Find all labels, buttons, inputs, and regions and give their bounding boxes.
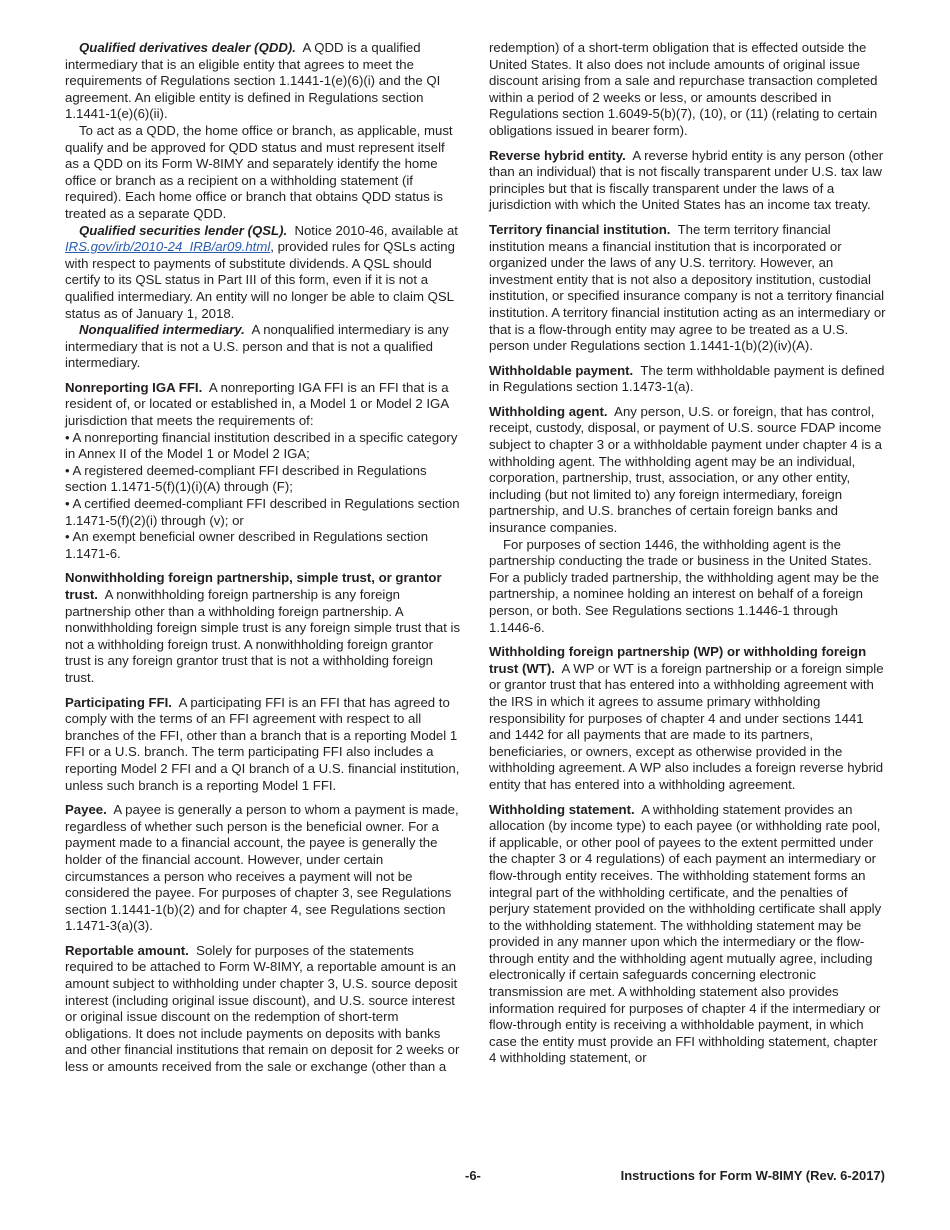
withholdable-paragraph	[489, 363, 886, 396]
territory-heading: Territory financial institution.	[489, 221, 671, 237]
payee-paragraph	[65, 802, 462, 935]
qsl-body-start: Notice 2010-46, available at	[294, 222, 458, 238]
reverse-hybrid-heading: Reverse hybrid entity.	[489, 147, 626, 163]
list-item: • A nonreporting financial institution described in a specific category in Annex II of the Model 1 or Model 2 IGA;	[65, 429, 458, 462]
nonwithholding-body: A nonwithholding foreign partnership is any foreign partnership other than a withholding foreign partnership. A nonwithholding foreign simple trust is any foreign simple trust that is not a withholding foreign trust. A nonwithholding foreign grantor trust is any foreign grantor trust that is not a withholding foreign trust.	[65, 587, 461, 685]
reportable-amount-body: Solely for purposes of the statements required to be attached to Form W-8IMY, a reportable amount is an amount subject to withholding under chapter 3, U.S. source deposit interest (including original issue discount), and U.S. source interest or original issue discount on the redemption of short-term obligations. It does not include payments on deposits with banks and other financial institutions that remain on deposit for 2 weeks or less or amounts received from the sale or exchange (other than a	[65, 942, 460, 1075]
wp-wt-heading: Withholding foreign partnership (WP) or withholding foreign trust (WT).	[489, 644, 867, 676]
withholding-agent-heading: Withholding agent.	[489, 403, 608, 419]
participating-ffi-body: A participating FFI is an FFI that has agreed to comply with the terms of an FFI agreement with respect to all branches of the FFI, other than a branch that is a reporting Model 1 FFI or a U.S. branch. The term participating FFI also includes a reporting Model 2 FFI and a QI branch of a U.S. financial institution, unless such branch is a reporting Model 1 FFI.	[65, 694, 460, 793]
nonwithholding-paragraph	[65, 570, 462, 686]
qsl-paragraph	[65, 223, 462, 323]
qdd-heading: Qualified derivatives dealer (QDD).	[79, 40, 296, 55]
withholding-agent-paragraph	[489, 404, 886, 537]
list-item: • An exempt beneficial owner described in Regulations section 1.1471-6.	[65, 529, 429, 561]
participating-ffi-heading: Participating FFI.	[65, 694, 172, 710]
nonqualified-paragraph	[65, 322, 462, 372]
participating-ffi-paragraph	[65, 695, 462, 795]
payee-body: A payee is generally a person to whom a payment is made, regardless of whether such person is the beneficial owner. For a payment made to a financial account, the payee is generally the holder of the financial account. However, under certain circumstances a person who receives a payment will not be considered the payee. For purposes of chapter 3, see Regulations section 1.1441-1(b)(2) and for chapter 4, see Regulations section 1.1471-3(a)(3).	[65, 802, 459, 934]
reverse-hybrid-paragraph	[489, 148, 886, 214]
nonreporting-iga-heading: Nonreporting IGA FFI.	[65, 379, 203, 395]
nonqualified-body: A nonqualified intermediary is any intermediary that is not a U.S. person and that is not a qualified intermediary.	[65, 322, 449, 371]
reportable-amount-heading: Reportable amount.	[65, 942, 189, 958]
payee-heading: Payee.	[65, 802, 107, 818]
withholdable-body: The term withholdable payment is defined in Regulations section 1.1473-1(a).	[489, 362, 885, 395]
qsl-heading: Qualified securities lender (QSL).	[79, 222, 288, 238]
reverse-hybrid-body: A reverse hybrid entity is any person (other than an individual) that is not fiscally transparent under U.S. tax law principles but that is fiscally transparent under the laws of a jurisdiction with which the United States has an income tax treaty.	[489, 147, 884, 213]
territory-paragraph	[489, 222, 886, 355]
left-column	[65, 40, 462, 1084]
qdd-body: A QDD is a qualified intermediary that is an eligible entity that agrees to meet the requirements of Regulations section 1.1441-1(e)(6)(i) and the QI agreement. An eligible entity is defined in Regulations section 1.1441-1(e)(6)(ii).	[65, 40, 441, 122]
list-item: • A registered deemed-compliant FFI described in Regulations section 1.1471-5(f)(1)(i)(A) through (F);	[65, 462, 427, 495]
continuation-paragraph: redemption) of a short-term obligation that is effected outside the United States. It also does not include amounts of original issue discount arising from a sale and repurchase transaction completed within a period of 2 weeks or less, or amounts described in Regulations section 1.6049-5(b)(7), (10), or (11) (relating to certain obligations issued in bearer form).	[489, 40, 878, 138]
withholding-statement-heading: Withholding statement.	[489, 801, 635, 817]
qdd-paragraph	[65, 40, 462, 123]
right-column	[489, 40, 886, 1075]
qsl-body-end: , provided rules for QSLs acting with respect to payments of substitute dividends. A QSL should certify to its QSL status in Part III of this form, even if it is not a qualified intermediary. An entity will no longer be able to claim QSL status as of January 1, 2018.	[65, 239, 455, 321]
withholdable-heading: Withholdable payment.	[489, 362, 634, 378]
withholding-agent-paragraph-2: For purposes of section 1446, the withholding agent is the partnership conducting the trade or business in the United States. For a publicly traded partnership, the withholding agent may be the partnership, a nominee holding an interest on behalf of a foreign person, or both. See Regulations sections 1.1446-1 through 1.1446-6.	[489, 536, 879, 635]
wp-wt-body: A WP or WT is a foreign partnership or a foreign simple or grantor trust that has entered into a withholding agreement with the IRS in which it agrees to assume primary withholding responsibility for purposes of chapter 4 and under sections 1441 and 1442 for all payments that are made to its partners, beneficiaries, or owners, except as otherwise provided in the withholding agreement. A WP also includes a foreign reverse hybrid entity that has entered into a withholding agreement.	[489, 660, 884, 792]
withholding-statement-body: A withholding statement provides an allocation (by income type) to each payee (or withholding rate pool, if applicable, or other pool of payees to the extent permitted under the chapter 3 or 4 regulations) of each payment an intermediary or flow-through entity receives. The withholding statement forms an integral part of the withholding certificate, and the penalties of perjury statement provided on the withholding certificate shall apply to the withholding statement. The withholding statement may be provided in any manner upon which the intermediary or the flow-through entity and the withholding agent mutually agree, including electronically if certain safeguards concerning electronic transmission are met. A withholding statement also provides information required for purposes of chapter 4 if the intermediary or flow-through entity is receiving a withholdable payment, in which case the entity must provide an FFI withholding statement, chapter 4 withholding statement, or	[489, 801, 882, 1066]
form-title: Instructions for Form W-8IMY (Rev. 6-2017)	[620, 1168, 885, 1183]
withholding-agent-body: Any person, U.S. or foreign, that has control, receipt, custody, disposal, or payment of U.S. source FDAP income subject to chapter 3 or a withholdable payment under chapter 4 is a withholding agent. The withholding agent may be an individual, corporation, partnership, trust, association, or any other entity, including (but not limited to) any foreign intermediary, foreign partnership, and U.S. branches of certain foreign banks and insurance companies.	[489, 403, 882, 536]
withholding-statement-paragraph	[489, 802, 886, 1068]
nonreporting-iga-paragraph	[65, 380, 462, 430]
nonwithholding-heading: Nonwithholding foreign partnership, simple trust, or grantor trust.	[65, 570, 442, 602]
list-item: • A certified deemed-compliant FFI described in Regulations section 1.1471-5(f)(2)(i) through (v); or	[65, 496, 460, 528]
wp-wt-paragraph	[489, 644, 886, 793]
nonreporting-iga-body: A nonreporting IGA FFI is an FFI that is a resident of, or located or established in, a Model 1 or Model 2 IGA jurisdiction that meets the requirements of:	[65, 379, 449, 429]
qsl-notice-link[interactable]: IRS.gov/irb/2010-24_IRB/ar09.html	[65, 239, 271, 255]
nonqualified-heading: Nonqualified intermediary.	[79, 322, 245, 338]
reportable-amount-paragraph	[65, 943, 462, 1076]
qdd-paragraph-2: To act as a QDD, the home office or branch, as applicable, must qualify and be approved for QDD status and must represent itself as a QDD on its Form W-8IMY and separately identify the home office or branch as a recipient on a withholding statement (if required). Each home office or branch that obtains QDD status is treated as a separate QDD.	[65, 122, 453, 221]
page-number: -6-	[465, 1168, 481, 1183]
territory-body: The term territory financial institution means a financial institution that is incorporated or organized under the laws of any U.S. territory. However, an investment entity that is not also a depository institution, custodial institution, or specified insurance company is not a territory financial institution. A territory financial institution acting as an intermediary or that is a flow-through entity may agree to be treated as a U.S. person under Regulations section 1.1441-1(b)(2)(iv)(A).	[489, 221, 886, 354]
